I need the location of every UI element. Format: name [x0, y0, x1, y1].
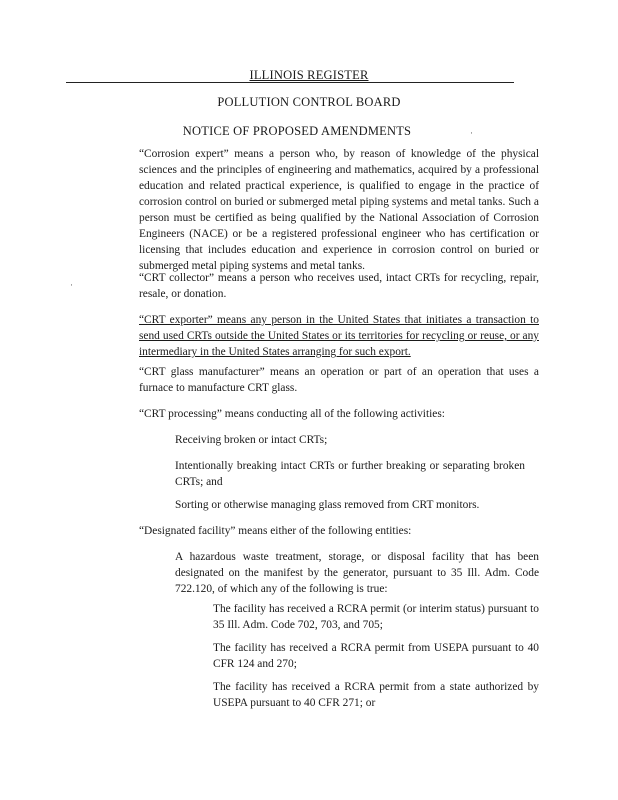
- notice-title: NOTICE OF PROPOSED AMENDMENTS: [182, 124, 412, 138]
- register-title: ILLINOIS REGISTER: [249, 68, 369, 82]
- scan-speck: ·: [70, 280, 73, 290]
- definition-crt-glass-manufacturer: “CRT glass manufacturer” means an operation or part of an operation that uses a furnace to manufacture CRT glass.: [139, 366, 539, 394]
- definition-corrosion-expert: “Corrosion expert” means a person who, by reason of knowledge of the physical sciences and the principles of engineering and mathematics, acquired by a professional education and related practical experience, is qualified to engage in the practice of corrosion control on buried or submerged metal piping systems and metal tanks. Such a person must be certified as being qualified by the National Association of Corrosion Engineers (NACE) or be a registered professional engineer who has certification or licensing that includes education and experience in corrosion control on buried or submerged metal piping systems and metal tanks.: [139, 148, 539, 272]
- facility-condition-rcra-interim: The facility has received a RCRA permit (or interim status) pursuant to 35 Ill. Adm. Code 702, 703, and 705;: [213, 603, 539, 631]
- facility-condition-rcra-usepa: The facility has received a RCRA permit from USEPA pursuant to 40 CFR 124 and 270;: [213, 642, 539, 670]
- crt-processing-item-receiving: Receiving broken or intact CRTs;: [175, 434, 328, 446]
- crt-processing-item-sorting: Sorting or otherwise managing glass removed from CRT monitors.: [175, 499, 480, 511]
- scan-speck: ·: [470, 128, 473, 138]
- definition-crt-collector: “CRT collector” means a person who receives used, intact CRTs for recycling, repair, resale, or donation.: [139, 272, 539, 300]
- designated-facility-hazardous-waste: A hazardous waste treatment, storage, or disposal facility that has been designated on the manifest by the generator, pursuant to 35 Ill. Adm. Code 722.120, of which any of the following is true:: [175, 551, 539, 595]
- definition-crt-exporter: “CRT exporter” means any person in the United States that initiates a transaction to send used CRTs outside the United States or its territories for recycling or reuse, or any intermediary in the United States arranging for such export.: [139, 314, 539, 358]
- crt-processing-item-breaking: Intentionally breaking intact CRTs or further breaking or separating broken CRTs; and: [175, 460, 525, 488]
- definition-designated-facility: “Designated facility” means either of the following entities:: [139, 525, 412, 537]
- definition-crt-processing: “CRT processing” means conducting all of the following activities:: [139, 408, 445, 420]
- header-rule: [66, 82, 514, 83]
- board-title: POLLUTION CONTROL BOARD: [217, 95, 401, 109]
- facility-condition-rcra-state: The facility has received a RCRA permit from a state authorized by USEPA pursuant to 40 CFR 271; or: [213, 681, 539, 709]
